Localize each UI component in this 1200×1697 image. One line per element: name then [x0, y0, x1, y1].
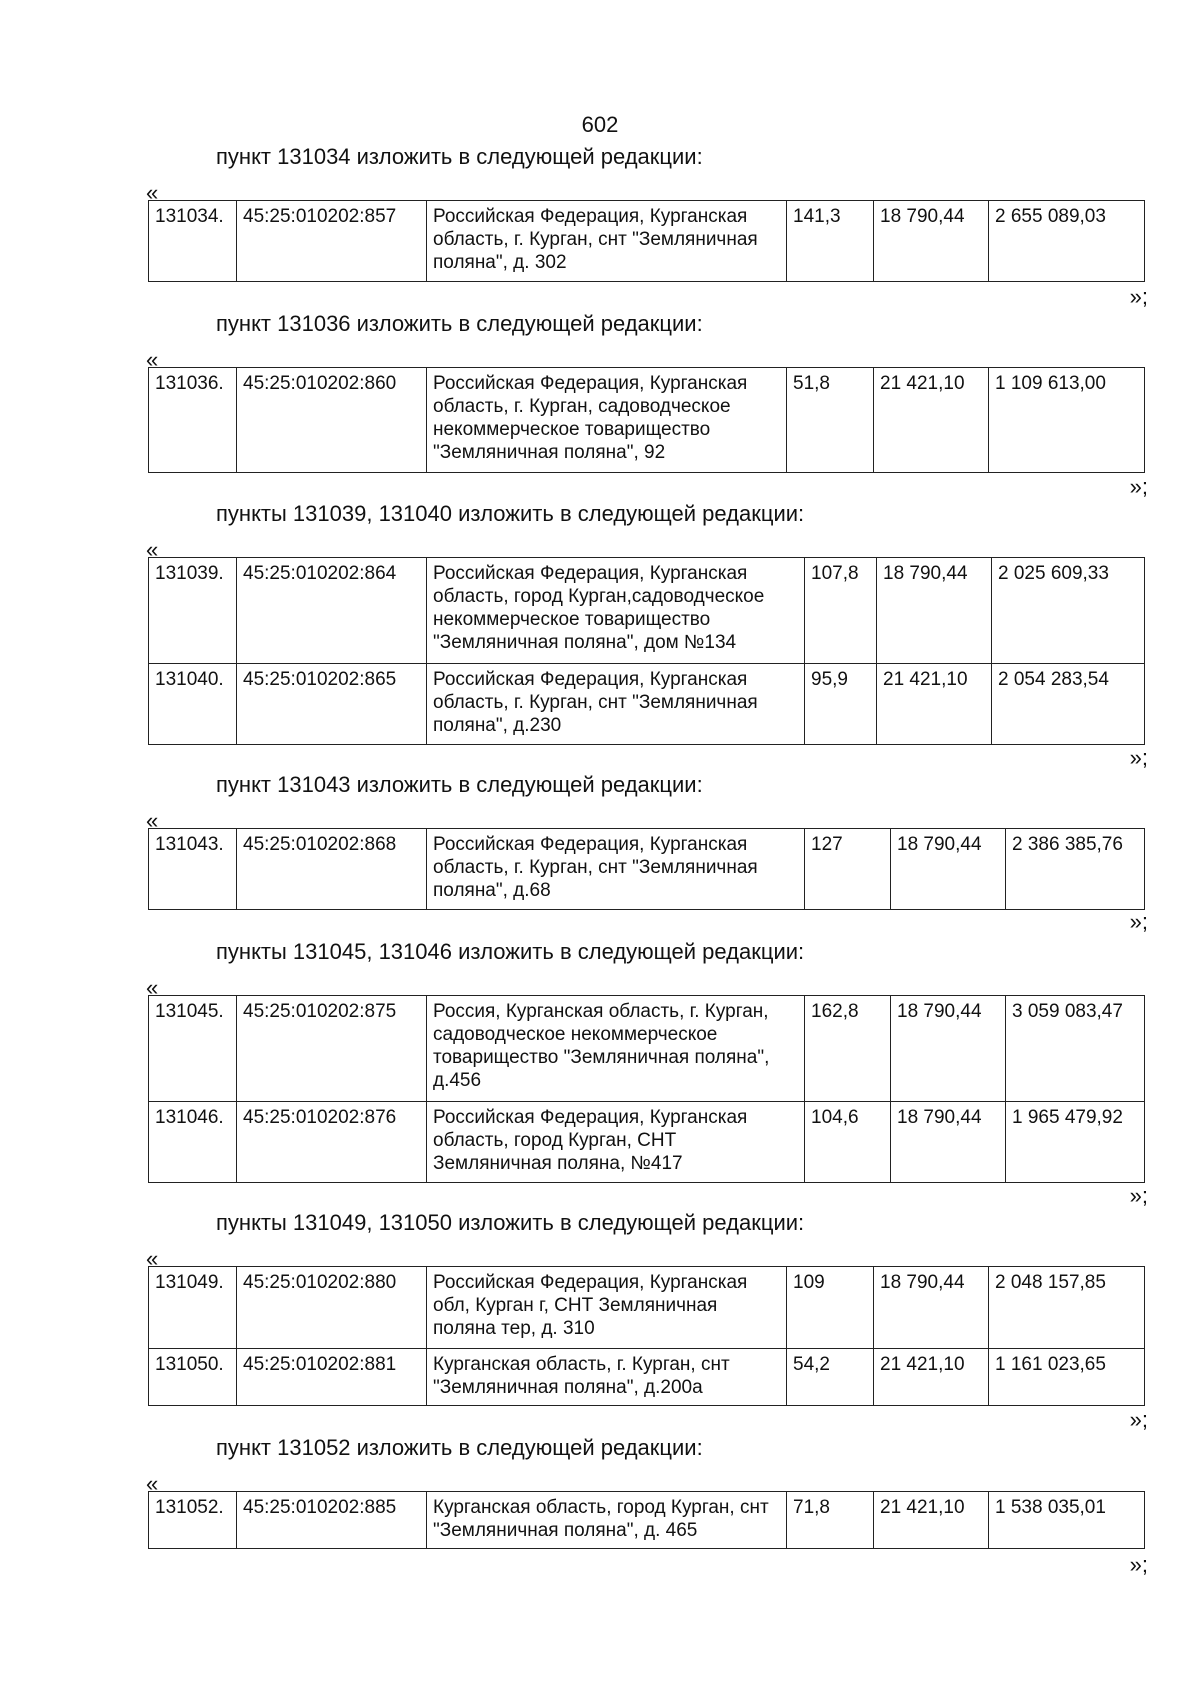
address: Курганская область, город Курган, снт "Земляничная поляна", д. 465: [427, 1492, 787, 1549]
rate: 21 421,10: [874, 1492, 989, 1549]
section-heading: пункты 131045, 131046 изложить в следующей редакции:: [216, 939, 805, 964]
cadastral-number: 45:25:010202:865: [237, 664, 427, 745]
closing-quote: »;: [1129, 474, 1148, 499]
rate: 21 421,10: [874, 1349, 989, 1406]
rate: 21 421,10: [874, 368, 989, 473]
address: Российская Федерация, Курганская область, г. Курган, садоводческое некоммерческое товарищество "Земляничная поляна", 92: [427, 368, 787, 473]
section-heading: пункт 131052 изложить в следующей редакции:: [216, 1435, 703, 1460]
cadastral-number: 45:25:010202:885: [237, 1492, 427, 1549]
item-number: 131049.: [149, 1267, 237, 1349]
section-heading: пункт 131043 изложить в следующей редакции:: [216, 772, 703, 797]
area: 127: [805, 829, 891, 910]
item-number: 131052.: [149, 1492, 237, 1549]
rate: 18 790,44: [891, 996, 1006, 1102]
closing-quote: »;: [1129, 1183, 1148, 1208]
item-number: 131036.: [149, 368, 237, 473]
address: Курганская область, г. Курган, снт "Земляничная поляна", д.200а: [427, 1349, 787, 1406]
page-number: 602: [581, 112, 619, 137]
cadastral-value: 1 161 023,65: [989, 1349, 1145, 1406]
cadastral-value: 2 655 089,03: [989, 201, 1145, 282]
property-table: [148, 200, 1145, 282]
cadastral-number: 45:25:010202:860: [237, 368, 427, 473]
item-number: 131050.: [149, 1349, 237, 1406]
table-row: [149, 829, 1145, 910]
table-row: [149, 664, 1145, 745]
rate: 18 790,44: [891, 1102, 1006, 1183]
address: Россия, Курганская область, г. Курган, садоводческое некоммерческое товарищество "Земляничная поляна", д.456: [427, 996, 805, 1102]
section-heading: пункты 131039, 131040 изложить в следующей редакции:: [216, 501, 805, 526]
cadastral-value: 2 048 157,85: [989, 1267, 1145, 1349]
cadastral-number: 45:25:010202:880: [237, 1267, 427, 1349]
area: 107,8: [805, 558, 877, 664]
cadastral-number: 45:25:010202:876: [237, 1102, 427, 1183]
table-row: [149, 558, 1145, 664]
cadastral-value: 1 965 479,92: [1006, 1102, 1145, 1183]
amendment-section-131045-131046: [146, 939, 1148, 1208]
amendment-section-131049-131050: [146, 1210, 1148, 1435]
opening-quote: «: [146, 1471, 159, 1496]
address: Российская Федерация, Курганская область, г. Курган, снт "Земляничная поляна", д.230: [427, 664, 805, 745]
section-heading: пункты 131049, 131050 изложить в следующей редакции:: [216, 1210, 805, 1235]
item-number: 131046.: [149, 1102, 237, 1183]
closing-quote: »;: [1129, 284, 1148, 309]
property-table: [148, 995, 1145, 1183]
property-table: [148, 367, 1145, 473]
table-row: [149, 1267, 1145, 1349]
property-table: [148, 828, 1145, 910]
amendment-section-131039-131040: [146, 501, 1148, 770]
rate: 21 421,10: [877, 664, 992, 745]
cadastral-number: 45:25:010202:857: [237, 201, 427, 282]
address: Российская Федерация, Курганская область, город Курган,садоводческое некоммерческое товарищество "Земляничная поляна", дом №134: [427, 558, 805, 664]
cadastral-number: 45:25:010202:881: [237, 1349, 427, 1406]
opening-quote: «: [146, 537, 159, 562]
table-row: [149, 996, 1145, 1102]
item-number: 131039.: [149, 558, 237, 664]
cadastral-value: 2 386 385,76: [1006, 829, 1145, 910]
table-row: [149, 201, 1145, 282]
property-table: [148, 557, 1145, 745]
address: Российская Федерация, Курганская область, город Курган, СНТ Земляничная поляна, №417: [427, 1102, 805, 1183]
table-row: [149, 1349, 1145, 1406]
property-table: [148, 1266, 1145, 1406]
area: 162,8: [805, 996, 891, 1102]
amendment-section-131052: [146, 1435, 1148, 1593]
amendment-section-131034: [146, 144, 1148, 309]
closing-quote: »;: [1129, 1407, 1148, 1432]
cadastral-number: 45:25:010202:868: [237, 829, 427, 910]
address: Российская Федерация, Курганская обл, Курган г, СНТ Земляничная поляна тер, д. 310: [427, 1267, 787, 1349]
rate: 18 790,44: [874, 1267, 989, 1349]
amendment-section-131036: [146, 311, 1148, 499]
amendment-section-131043: [146, 772, 1148, 934]
opening-quote: «: [146, 347, 159, 372]
section-heading: пункт 131034 изложить в следующей редакции:: [216, 144, 703, 169]
opening-quote: «: [146, 180, 159, 205]
area: 141,3: [787, 201, 874, 282]
table-row: [149, 1492, 1145, 1549]
item-number: 131043.: [149, 829, 237, 910]
address: Российская Федерация, Курганская область, г. Курган, снт "Земляничная поляна", д.68: [427, 829, 805, 910]
opening-quote: «: [146, 975, 159, 1000]
opening-quote: «: [146, 808, 159, 833]
address: Российская Федерация, Курганская область, г. Курган, снт "Земляничная поляна", д. 302: [427, 201, 787, 282]
area: 104,6: [805, 1102, 891, 1183]
cadastral-value: 1 538 035,01: [989, 1492, 1145, 1549]
area: 54,2: [787, 1349, 874, 1406]
area: 109: [787, 1267, 874, 1349]
rate: 18 790,44: [891, 829, 1006, 910]
cadastral-value: 2 025 609,33: [992, 558, 1145, 664]
cadastral-value: 3 059 083,47: [1006, 996, 1145, 1102]
cadastral-value: 2 054 283,54: [992, 664, 1145, 745]
rate: 18 790,44: [874, 201, 989, 282]
cadastral-number: 45:25:010202:875: [237, 996, 427, 1102]
area: 95,9: [805, 664, 877, 745]
area: 51,8: [787, 368, 874, 473]
closing-quote: »;: [1129, 909, 1148, 934]
cadastral-value: 1 109 613,00: [989, 368, 1145, 473]
table-row: [149, 368, 1145, 473]
item-number: 131040.: [149, 664, 237, 745]
closing-quote: »;: [1129, 745, 1148, 770]
item-number: 131045.: [149, 996, 237, 1102]
item-number: 131034.: [149, 201, 237, 282]
table-row: [149, 1102, 1145, 1183]
opening-quote: «: [146, 1246, 159, 1271]
property-table: [148, 1491, 1145, 1549]
closing-quote: »;: [1129, 1552, 1148, 1577]
cadastral-number: 45:25:010202:864: [237, 558, 427, 664]
area: 71,8: [787, 1492, 874, 1549]
section-heading: пункт 131036 изложить в следующей редакции:: [216, 311, 703, 336]
rate: 18 790,44: [877, 558, 992, 664]
